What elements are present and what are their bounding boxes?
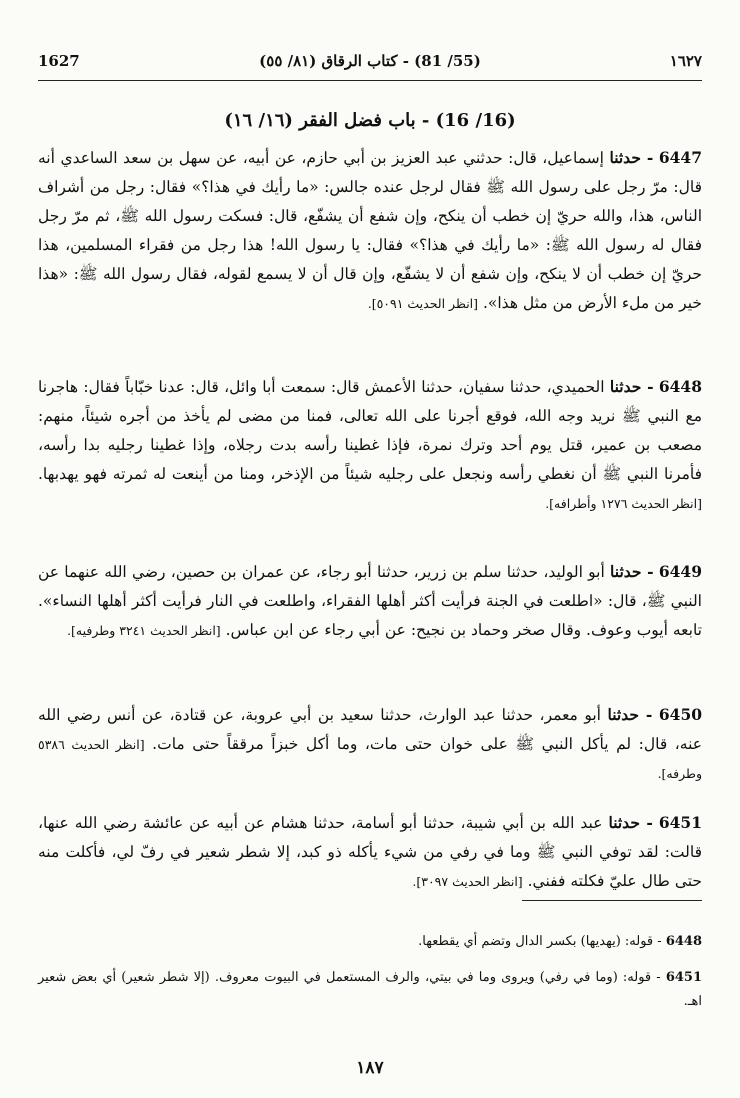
hadith-opening: - حدثنا [609,377,654,396]
header-divider [38,80,702,81]
hadith-number: 6447 [658,148,702,167]
hadith-text: أبو معمر، حدثنا عبد الوارث، حدثنا سعيد بن أبي عروبة، عن قتادة، عن أنس رضي الله عنه، قال: لم يأكل النبي ﷺ على خوان حتى مات، وما أكل خبزاً مرققاً حتى مات. [38,706,702,753]
hadith-block [38,700,702,788]
book-page [38,0,702,1098]
footnote-number: 6448 [665,934,702,949]
hadith-opening: - حدثنا [609,148,654,167]
page-number-latin: 1627 [38,52,80,70]
hadith-opening: - حدثنا [608,813,653,832]
hadith-number: 6448 [658,377,702,396]
hadith-number: 6449 [658,562,702,581]
hadith-reference: [انظر الحديث ٥٠٩١]. [367,296,479,311]
hadith-block [38,143,702,318]
footer-page-number: ١٨٧ [356,1058,384,1078]
hadith-block [38,557,702,645]
running-title: (55/ 81) - كتاب الرقاق (٨١/ ٥٥) [259,52,481,70]
hadith-reference: [انظر الحديث ٥٣٨٦ وطرفه]. [38,737,702,781]
hadith-opening: - حدثنا [607,705,653,724]
footnote [38,930,702,954]
page-header [38,52,702,76]
hadith-text: أبو الوليد، حدثنا سلم بن زرير، حدثنا أبو رجاء، عن عمران بن حصين، رضي الله عنهما عن النبي ﷺ، قال: «اطلعت في الجنة فرأيت أكثر أهلها الفقراء، واطلعت في النار فرأيت أكثر أهلها النساء». تابعه أيوب وعوف. وقال صخر وحماد بن نجيح: عن أبي رجاء عن ابن عباس. [38,563,702,639]
footnote-number: 6451 [665,970,702,985]
hadith-text: الحميدي، حدثنا سفيان، حدثنا الأعمش قال: سمعت أبا وائل، قال: عدنا خبّاباً فقال: هاجرنا مع النبي ﷺ نريد وجه الله، فوقع أجرنا على الله تعالى، فمنا من مضى لم يأخذ من أجره شيئاً، منهم: مصعب بن عمير، قتل يوم أحد وترك نمرة، فإذا غطينا رأسه بدت رجلاه، وإذا غطينا رجليه بدا رأسه، فأمرنا النبي ﷺ أن نغطي رأسه ونجعل على رجليه شيئاً من الإذخر، ومنا من أينعت له ثمرته فهو يهدبها. [38,378,702,483]
hadith-reference: [انظر الحديث ٣٠٩٧]. [412,874,523,889]
hadith-reference: [انظر الحديث ٣٢٤١ وطرفيه]. [67,623,221,638]
hadith-block [38,808,702,896]
chapter-title: (16/ 16) - باب فضل الفقر (١٦/ ١٦) [224,110,516,131]
hadith-block [38,372,702,518]
page-number-arabic: ١٦٢٧ [669,52,702,70]
hadith-opening: - حدثنا [610,562,654,581]
footnote-text: - قوله: (يهديها) بكسر الدال وتضم أي يقطعها. [418,934,662,949]
hadith-reference: [انظر الحديث ١٢٧٦ وأطرافه]. [545,496,702,511]
hadith-text: إسماعيل، قال: حدثني عبد العزيز بن أبي حازم، عن أبيه، عن سهل بن سعد الساعدي أنه قال: مرّ رجل على رسول الله ﷺ فقال لرجل عنده جالس: «ما رأيك في هذا؟» فقال: رجل من أشراف الناس، هذا، والله حريّ إن خطب أن ينكح، وإن شفع أن يشفّع، قال: فسكت رسول الله ﷺ، ثم مرّ رجل فقال له رسول الله ﷺ: «ما رأيك في هذا؟» فقال: يا رسول الله! هذا رجل من فقراء المسلمين، هذا حريّ إن خطب أن لا ينكح، وإن شفع أن لا يشفّع، وإن قال أن لا يسمع لقوله، فقال رسول الله ﷺ: «هذا خير من ملء الأرض من مثل هذا». [38,149,702,312]
hadith-number: 6451 [658,813,702,832]
hadith-text: عبد الله بن أبي شيبة، حدثنا أبو أسامة، حدثنا هشام عن أبيه عن عائشة رضي الله عنها، قالت: لقد توفي النبي ﷺ وما في رفي من شيء يأكله ذو كبد، إلا شطر شعير في رفّ لي، فأكلت منه حتى طال عليّ فكلته ففني. [38,814,703,890]
hadith-number: 6450 [658,705,703,724]
footnote-divider [522,900,702,901]
footnote [38,966,702,1014]
footnote-text: - قوله: (وما في رفي) ويروى وما في بيتي، والرف المستعمل في البيوت معروف. (إلا شطر شعير) أي بعض شعير اهـ. [38,970,702,1009]
